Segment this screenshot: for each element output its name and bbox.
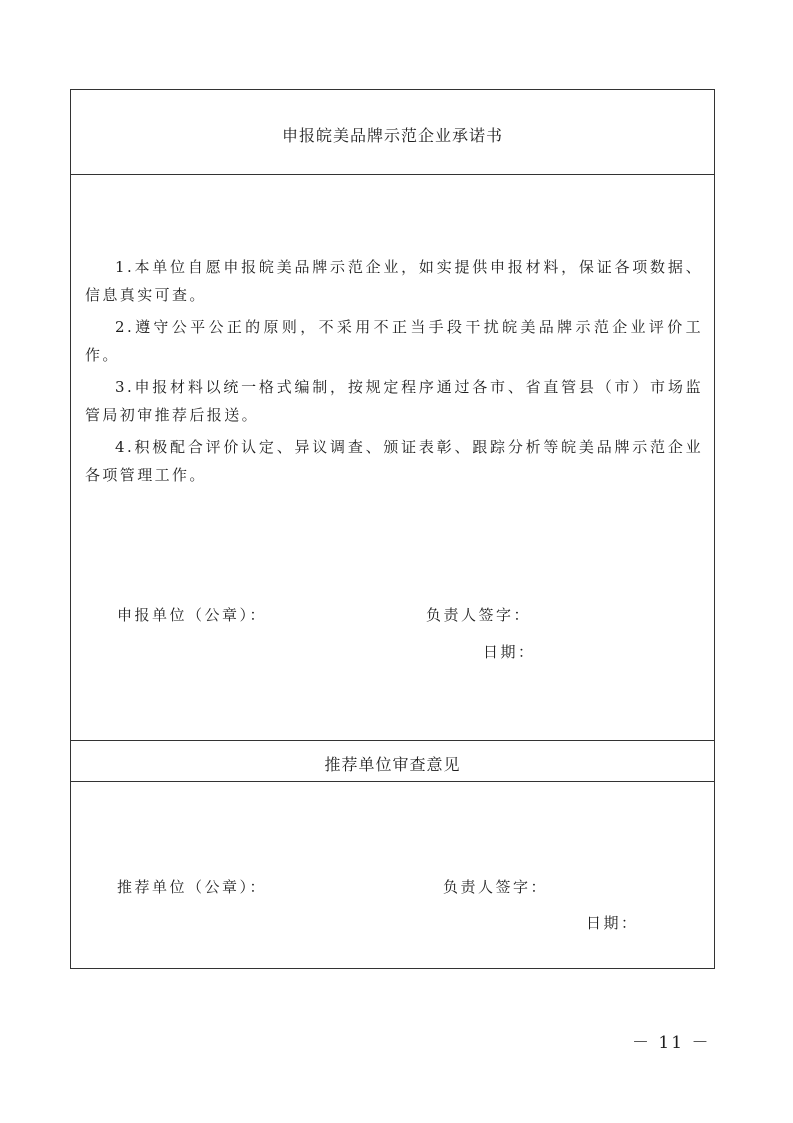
section-divider-top <box>71 740 714 741</box>
pledge-clause-1: 1.本单位自愿申报皖美品牌示范企业，如实提供申报材料，保证各项数据、信息真实可查。 <box>85 258 703 304</box>
applicant-signature-field: 负责人签字： <box>426 606 532 624</box>
recommender-seal-field: 推荐单位（公章）： <box>117 878 268 896</box>
review-section-title: 推荐单位审查意见 <box>324 755 461 774</box>
pledge-form-table <box>70 89 715 969</box>
applicant-seal-field: 申报单位（公章）： <box>117 606 268 624</box>
section-divider-bottom <box>71 781 714 782</box>
applicant-date-field: 日期： <box>483 643 536 661</box>
pledge-clause-2: 2.遵守公平公正的原则，不采用不正当手段干扰皖美品牌示范企业评价工作。 <box>85 318 703 364</box>
pledge-clauses <box>85 253 703 493</box>
pledge-clause-4: 4.积极配合评价认定、异议调查、颁证表彰、跟踪分析等皖美品牌示范企业各项管理工作。 <box>85 438 703 484</box>
title-divider <box>71 174 714 175</box>
pledge-title: 申报皖美品牌示范企业承诺书 <box>281 126 503 145</box>
pledge-clause-3: 3.申报材料以统一格式编制，按规定程序通过各市、省直管县（市）市场监管局初审推荐后报送。 <box>85 378 703 424</box>
recommender-date-field: 日期： <box>586 914 639 932</box>
page-number: － 11 － <box>632 1033 711 1053</box>
recommender-signature-field: 负责人签字： <box>443 878 549 896</box>
